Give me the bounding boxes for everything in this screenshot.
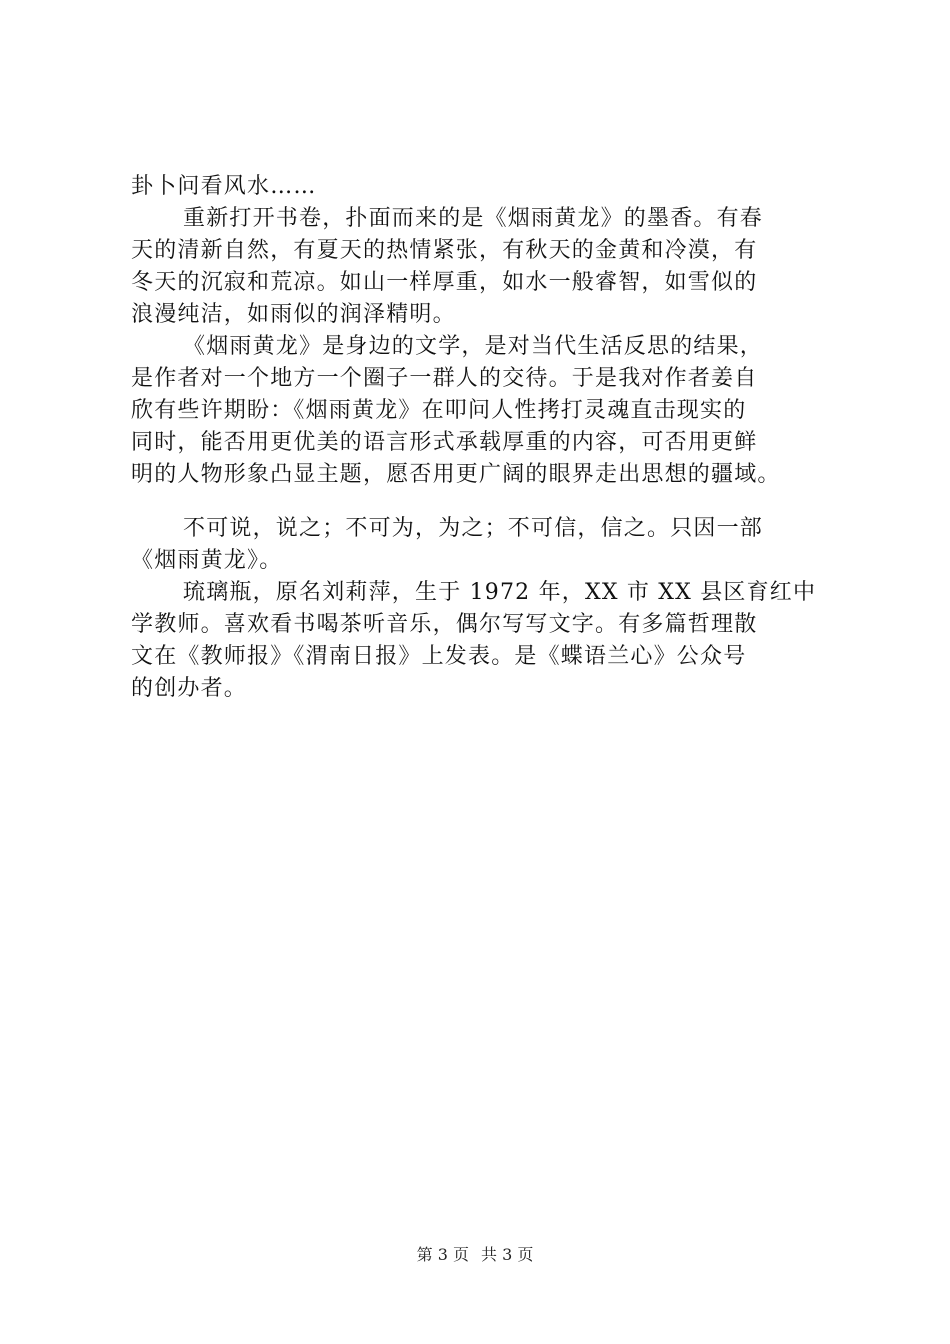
text-line: 琉璃瓶，原名刘莉萍，生于 1972 年，XX 市 XX 县区育红中 [183, 580, 817, 605]
text-line: 学教师。喜欢看书喝茶听音乐，偶尔写写文字。有多篇哲理散 [131, 612, 758, 637]
paragraph-spacer [131, 491, 836, 513]
text-line: 同时，能否用更优美的语言形式承载厚重的内容，可否用更鲜 [131, 430, 758, 455]
text-line: 浪漫纯洁，如雨似的润泽精明。 [131, 302, 456, 327]
text-line: 的创办者。 [131, 676, 248, 701]
text-line: 不可说，说之；不可为，为之；不可信，信之。只因一部 [183, 516, 764, 541]
text-line: 天的清新自然，有夏天的热情紧张，有秋天的金黄和冷漠，有 [131, 238, 758, 263]
text-line: 《烟雨黄龙》是身边的文学，是对当代生活反思的结果， [183, 334, 764, 359]
page-total: 共 3 页 [481, 1245, 534, 1264]
text-line: 欣有些许期盼：《烟雨黄龙》在叩问人性拷打灵魂直击现实的 [131, 398, 747, 423]
text-line: 《烟雨黄龙》。 [131, 548, 283, 573]
page-footer [0, 1244, 950, 1266]
text-line: 冬天的沉寂和荒凉。如山一样厚重，如水一般睿智，如雪似的 [131, 270, 758, 295]
page-number: 第 3 页 [416, 1245, 469, 1264]
text-line: 是作者对一个地方一个圈子一群人的交待。于是我对作者姜自 [131, 366, 758, 391]
text-line: 卦卜问看风水…… [131, 174, 317, 199]
text-line: 文在《教师报》《渭南日报》上发表。是《蝶语兰心》公众号 [131, 644, 747, 669]
text-line: 明的人物形象凸显主题，愿否用更广阔的眼界走出思想的疆域。 [131, 462, 781, 487]
text-line: 重新打开书卷，扑面而来的是《烟雨黄龙》的墨香。有春 [183, 206, 764, 231]
document-body [131, 171, 836, 705]
